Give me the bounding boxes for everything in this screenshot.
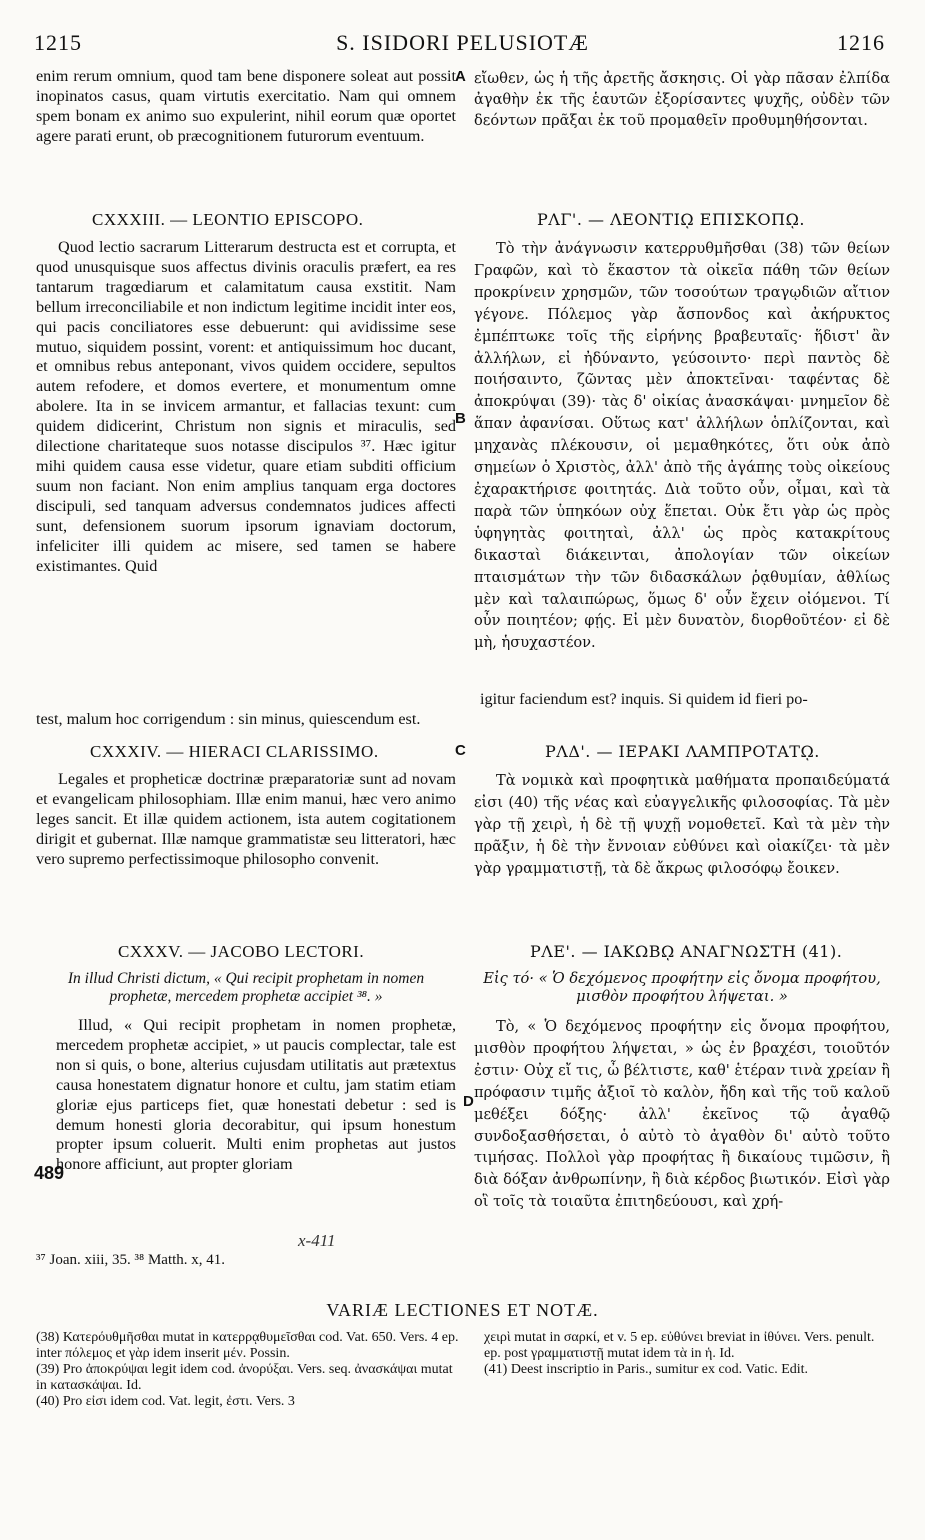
running-title: S. ISIDORI PELUSIOTÆ — [336, 30, 589, 55]
letter-135-greek-subtitle: Εἰς τό· « Ὁ δεχόμενος προφήτην εἰς ὄνομα προφήτου, μισθὸν προφήτου λήψεται. » — [483, 970, 881, 1005]
letter-135-latin-text: Illud, « Qui recipit prophetam in nomen prophetæ, mercedem prophetæ accipiet, » ut paucis complectar, tale est non si quis, o bone, alterius cujusdam utilitatis aut prætextus causa honestatem dignatur honore et cultu, jam statim etiam gloriæ ejus particeps fiet, quæ honestati debetur : sed is demum honesti gloria decorabitur, qui ipsum honestum propter ipsum coluerit. Multi enim prophetas aut justos honore afficiunt, aut propter gloriam — [56, 1016, 456, 1174]
letter-134-greek-text: Τὰ νομικὰ καὶ προφητικὰ μαθήματα προπαιδεύματά εἰσι (40) τῆς νέας καὶ εὐαγγελικῆς φιλοσοφίας. Τὰ μὲν γὰρ τῇ χειρὶ, ἡ δὲ τῇ ψυχῇ νομοθετεῖ. Καὶ τὰ μὲν τὴν πρᾶξιν, ἡ δὲ τὴν ἔννοιαν εὐθύνει καὶ οἰακίζει· τὰ μὲν γὰρ γραμματιστῇ, τὰ δὲ ἄκρως φιλοσόφῳ ἔοικεν. — [474, 772, 890, 877]
notes-title: VARIÆ LECTIONES ET NOTÆ. — [326, 1300, 599, 1320]
notes-left-column — [36, 1330, 466, 1410]
margin-letter-c: C — [455, 742, 466, 759]
letter-133-spanning-line-2: test, malum hoc corrigendum : sin minus, quiescendum est. — [36, 710, 421, 728]
letter-133-greek-title: ΡΛΓ'. — ΛΕΟΝΤΙῼ ΕΠΙΣΚΟΠῼ. — [537, 210, 805, 229]
note-38: (38) Κατερόυθμῆσθαι mutat in κατερρᾳθυμεῖσθαι cod. Vat. 650. Vers. 4 ep. inter πόλεμος et γὰρ idem inserit μέν. Possin. — [36, 1330, 459, 1361]
footnotes: ³⁷ Joan. xiii, 35. ³⁸ Matth. x, 41. — [36, 1252, 226, 1268]
letter-134-greek-title: ΡΛΔ'. — ΙΕΡΑΚΙ ΛΑΜΠΡΟΤΑΤῼ. — [545, 742, 820, 761]
page-number-left: 1215 — [34, 30, 82, 55]
column-number: 489 — [34, 1163, 65, 1183]
greek-continuation: εἴωθεν, ὡς ἡ τῆς ἀρετῆς ἄσκησις. Οἱ γὰρ πᾶσαν ἐλπίδα ἀγαθὴν ἐκ τῆς ἑαυτῶν ἐξορίσαντες ψυχῆς, οὐδὲν τῶν δεόντων πρᾶξαι ἐκ τοῦ προμαθεῖν προθυμηθήσονται. — [474, 70, 890, 129]
margin-letter-a: A — [455, 68, 466, 85]
letter-133-spanning-line-1: igitur faciendum est? inquis. Si quidem id fieri po- — [480, 690, 808, 708]
note-40-continued: χειρὶ mutat in σαρκί, et v. 5 ep. εὐθύνει breviat in ἰθύνει. Vers. penult. ep. post γραμματιστῇ mutat idem τὰ in ἡ. Id. — [484, 1330, 875, 1361]
letter-133-latin-title: CXXXIII. — LEONTIO EPISCOPO. — [92, 210, 364, 229]
margin-letter-d: D — [463, 1093, 474, 1110]
letter-135-latin-subtitle: In illud Christi dictum, « Qui recipit prophetam in nomen prophetæ, mercedem prophetæ accipiet ³⁸. » — [67, 970, 425, 1005]
note-40: (40) Pro εἰσι idem cod. Vat. legit, ἐστι. Vers. 3 — [36, 1394, 295, 1409]
letter-135-greek-text: Τὸ, « Ὁ δεχόμενος προφήτην εἰς ὄνομα προφήτου, μισθὸν προφήτου λήψεται, » ὡς ἐν βραχέσι, τοιοῦτόν ἐστιν· Οὐχ εἴ τις, ὦ βέλτιστε, καθ' ἑτέραν τινὰ χρείαν ἢ πρόφασιν τιμῆς ἀξιοῖ τὸ καλὸν, ἤδη καὶ τῆς τοῦ καλοῦ μεθέξει δόξης· ἀλλ' ἐκεῖνος τῷ ἀγαθῷ συνδοξασθήσεται, ὁ αὐτὸ τὸ ἀγαθὸν δι' αὐτὸ τοῦτο τιμήσας. Πολλοὶ γὰρ προφήτας ἢ δικαίους τιμῶσιν, ἢ διὰ δόξαν ἀνθρωπίνην, ἢ διὰ κέρδος βιωτικόν. Εἰσὶ γὰρ οἳ τοῖς τὰ τοιαῦτα ἐπιτηδεύουσι, καὶ χρή- — [474, 1018, 890, 1211]
letter-135-latin-title: CXXXV. — JACOBO LECTORI. — [118, 942, 365, 961]
notes-right-column — [484, 1330, 890, 1378]
letter-134-latin-title: CXXXIV. — HIERACI CLARISSIMO. — [90, 742, 379, 761]
letter-135-greek-title: ΡΛΕ'. — ΙΑΚΩΒῼ ΑΝΑΓΝΩΣΤΗ (41). — [530, 942, 843, 961]
letter-134-latin-text: Legales et propheticæ doctrinæ præparatoriæ sunt ad novam et evangelicam philosophiam. Illæ enim manui, hæc vero animo leges sancit. Et illæ quidem actionem, ista autem cogitationem dirigit et gubernat. Illæ namque grammatistæ seu litteratori, hæc vero supremo perfectissimoque philosopho convenit. — [36, 770, 456, 868]
handwritten-annotation: x-411 — [298, 1231, 336, 1250]
page-number-right: 1216 — [837, 30, 885, 55]
letter-133-latin-text: Quod lectio sacrarum Litterarum destructa est et corrupta, et quod unusquisque suos affectus divinis oraculis præfert, ea res tantarum tragœdiarum et calamitatum causa exstitit. Nam bellum irreconciliabile et non indictum legitime incidit inter eos, qui pacis conciliatores esse debuerunt: qui avidissime sese mutuo, siquidem possint, vorent: et antiquissimum hoc ducant, et omnibus rebus anteponant, vivos quidem occidere, sepultos autem refodere, et domos evertere, et monumentum omne abolere. Ita in se invicem armantur, et fallacias texunt: cum quidem didicerint, Christum non signis et miraculis, sed dilectione charitateque suos notasse discipulos ³⁷. Hæc igitur mihi quidem causa esse videtur, quare etiam subditi officium suum non faciant. Non enim amplius tanquam erga doctores discipuli, sed tanquam adversus condemnatos judices affecti sunt, defensionem suorum ipsorum ignaviam doctorum, infeliciter illi quidem ac misere, sed tamen se habere existimantes. Quid — [36, 238, 456, 575]
margin-letter-b: B — [455, 410, 466, 427]
letter-133-greek-text: Τὸ τὴν ἀνάγνωσιν κατερρυθμῆσθαι (38) τῶν θείων Γραφῶν, καὶ τὸ ἕκαστον τὰ οἰκεῖα πάθη τῶν θείων προκρίνειν χρησμῶν, τῶν τοσούτων τραγῳδιῶν αἴτιον γέγονε. Πόλεμος γὰρ ἄσπονδος καὶ ἀκήρυκτος ἐμπέπτωκε τοῖς τῆς εἰρήνης βραβευταῖς· ἥδιστ' ἂν ἀλλήλων, εἰ ἠδύναντο, γεύσοιντο· περὶ παντὸς δὲ ποιήσαιντο, ζῶντας μὲν ἀποκτεῖναι· ταφέντας δὲ ἀποκρύψαι (39)· τὰς δ' οἰκίας ἀνασκάψαι· μνημεῖον δὲ ἅπαν ἀφανίσαι. Οὕτως κατ' ἀλλήλων ὁπλίζονται, καὶ μηχανὰς πλέκουσιν, οἱ μεμαθηκότες, ὅτι οὐκ ἀπὸ σημείων ὁ Χριστὸς, ἀλλ' ἀπὸ τῆς ἀγάπης τοὺς οἰκείους ἐχαρακτήρισε φοιτητάς. Διὰ τοῦτο οὖν, οἶμαι, καὶ τὰ παρὰ τῶν ὑπηκόων οὐχ ἕπεται. Οὐκ ἔτι γὰρ ὡς πρὸς ὑφηγητὰς φοιτηταὶ, ἀλλ' ὡς πρὸς κατακρίτους δικασταὶ διάκεινται, ἀπολογίαν τῶν οἰκείων πταισμάτων τὴν τῶν διδασκάλων ῥᾳθυμίαν, ἀθλίως μὲν καὶ ταλαιπώρως, ὅμως δ' οὖν ἔχειν οἰόμενοι. Τί οὖν ποιητέον; φῄς. Εἰ μὲν δυνατὸν, διορθοῦτέον· εἰ δὲ μὴ, ἡσυχαστέον. — [474, 240, 890, 652]
note-41: (41) Deest inscriptio in Paris., sumitur ex cod. Vatic. Edit. — [484, 1362, 809, 1377]
latin-continuation: enim rerum omnium, quod tam bene disponere soleat aut possit inopinatos casus, quam virtutis exercitatio. Nam qui omnem spem bonam ex animo suo expulerint, nihil eorum quæ oportet agere parati erunt, ob præcognitionem futurorum eventuum. — [36, 67, 456, 145]
note-39: (39) Pro ἀποκρύψαι legit idem cod. ἀνορύξαι. Vers. seq. ἀνασκάψαι mutat in κατασκάψαι. Id. — [36, 1362, 453, 1393]
